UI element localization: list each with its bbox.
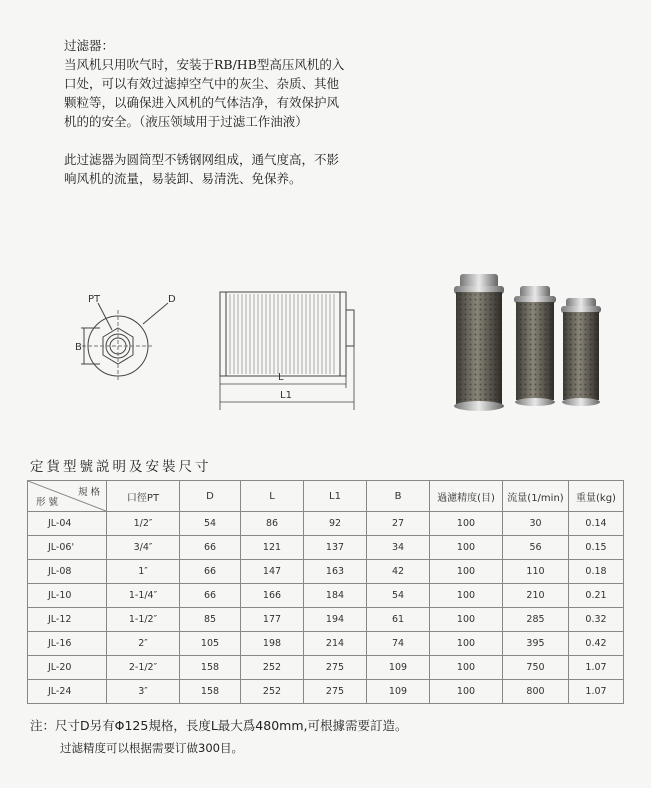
- table-cell: 0.15: [569, 536, 624, 560]
- header-cell: D: [180, 481, 241, 512]
- table-row: [28, 680, 624, 704]
- table-row: [28, 512, 624, 536]
- table-cell: 109: [367, 680, 430, 704]
- header-cell: B: [367, 481, 430, 512]
- table-row: [28, 584, 624, 608]
- model-cell: JL-08: [28, 560, 107, 584]
- table-cell: 54: [367, 584, 430, 608]
- table-cell: 184: [304, 584, 367, 608]
- table-cell: 100: [430, 512, 503, 536]
- table-cell: 3/4″: [107, 536, 180, 560]
- table-row: [28, 536, 624, 560]
- intro-line: 口处，可以有效过滤掉空气中的灰尘、杂质、其他: [64, 76, 340, 91]
- table-cell: 1.07: [569, 680, 624, 704]
- table-cell: 100: [430, 560, 503, 584]
- table-cell: 100: [430, 656, 503, 680]
- table-header-row: [28, 481, 624, 512]
- table-cell: 395: [503, 632, 569, 656]
- table-cell: 121: [241, 536, 304, 560]
- corner-bottom-label: 形 號: [36, 497, 59, 508]
- table-cell: 92: [304, 512, 367, 536]
- intro-line: 机的的安全。（液压领域用于过滤工作油液）: [64, 114, 308, 129]
- corner-top-label: 規 格: [77, 487, 100, 498]
- table-cell: 252: [241, 680, 304, 704]
- table-cell: 110: [503, 560, 569, 584]
- table-cell: 166: [241, 584, 304, 608]
- table-cell: 0.14: [569, 512, 624, 536]
- label-d: D: [168, 294, 176, 305]
- table-cell: 85: [180, 608, 241, 632]
- table-cell: 147: [241, 560, 304, 584]
- model-cell: JL-24: [28, 680, 107, 704]
- table-cell: 66: [180, 536, 241, 560]
- table-row: [28, 608, 624, 632]
- table-cell: 74: [367, 632, 430, 656]
- table-cell: 137: [304, 536, 367, 560]
- table-cell: 214: [304, 632, 367, 656]
- table-cell: 285: [503, 608, 569, 632]
- table-cell: 2-1/2″: [107, 656, 180, 680]
- table-cell: 42: [367, 560, 430, 584]
- table-cell: 1/2″: [107, 512, 180, 536]
- table-cell: 0.32: [569, 608, 624, 632]
- table-cell: 66: [180, 584, 241, 608]
- header-cell: 流量(1/min): [503, 481, 569, 512]
- table-cell: 66: [180, 560, 241, 584]
- table-cell: 56: [503, 536, 569, 560]
- table-cell: 105: [180, 632, 241, 656]
- filter-large: [454, 274, 504, 411]
- intro-title: 过滤器：: [64, 38, 115, 53]
- header-cell: L: [241, 481, 304, 512]
- spec-table: [27, 480, 624, 704]
- table-cell: 2″: [107, 632, 180, 656]
- model-cell: JL-12: [28, 608, 107, 632]
- model-cell: JL-04: [28, 512, 107, 536]
- table-cell: 100: [430, 536, 503, 560]
- intro-line: 当风机只用吹气时，安装于RB/HB型高压风机的入: [64, 57, 345, 72]
- table-cell: 1-1/4″: [107, 584, 180, 608]
- table-cell: 163: [304, 560, 367, 584]
- table-cell: 1″: [107, 560, 180, 584]
- table-cell: 210: [503, 584, 569, 608]
- intro-line: 此过滤器为圆筒型不锈钢网组成，通气度高，不影: [64, 152, 340, 167]
- table-cell: 100: [430, 608, 503, 632]
- table-cell: 1-1/2″: [107, 608, 180, 632]
- label-l1: L1: [280, 390, 292, 401]
- table-cell: 750: [503, 656, 569, 680]
- label-b: B: [75, 342, 82, 353]
- table-cell: 0.42: [569, 632, 624, 656]
- table-cell: 30: [503, 512, 569, 536]
- header-cell: 過濾精度(目): [430, 481, 503, 512]
- table-cell: 0.18: [569, 560, 624, 584]
- corner-header: [28, 481, 107, 512]
- intro-text: [64, 36, 394, 188]
- table-row: [28, 656, 624, 680]
- technical-drawing: [70, 280, 370, 415]
- table-cell: 800: [503, 680, 569, 704]
- table-cell: 61: [367, 608, 430, 632]
- label-l: L: [278, 372, 284, 383]
- intro-line: 响风机的流量，易装卸、易清洗、免保养。: [64, 171, 302, 186]
- intro-line: 颗粒等，以确保进入风机的气体洁净，有效保护风: [64, 95, 340, 110]
- side-view-body: [220, 292, 346, 376]
- table-cell: 177: [241, 608, 304, 632]
- table-cell: 252: [241, 656, 304, 680]
- filter-medium: [514, 286, 556, 406]
- table-cell: 158: [180, 656, 241, 680]
- table-cell: 100: [430, 680, 503, 704]
- table-cell: 86: [241, 512, 304, 536]
- model-cell: JL-10: [28, 584, 107, 608]
- table-cell: 194: [304, 608, 367, 632]
- header-cell: 口徑PT: [107, 481, 180, 512]
- table-cell: 158: [180, 680, 241, 704]
- table-row: [28, 632, 624, 656]
- table-cell: 3″: [107, 680, 180, 704]
- header-cell: 重量(kg): [569, 481, 624, 512]
- table-cell: 100: [430, 632, 503, 656]
- model-cell: JL-16: [28, 632, 107, 656]
- note-size: 注：尺寸D另有Φ125規格，長度L最大爲480mm,可根據需要訂造。: [30, 718, 408, 733]
- filter-small: [561, 298, 601, 406]
- table-cell: 275: [304, 680, 367, 704]
- model-cell: JL-06': [28, 536, 107, 560]
- table-cell: 34: [367, 536, 430, 560]
- note-precision: 过滤精度可以根据需要订做300目。: [60, 741, 243, 755]
- table-cell: 275: [304, 656, 367, 680]
- table-cell: 198: [241, 632, 304, 656]
- model-cell: JL-20: [28, 656, 107, 680]
- table-cell: 54: [180, 512, 241, 536]
- table-cell: 1.07: [569, 656, 624, 680]
- table-row: [28, 560, 624, 584]
- product-photo: [448, 262, 618, 417]
- header-cell: L1: [304, 481, 367, 512]
- table-cell: 27: [367, 512, 430, 536]
- table-cell: 100: [430, 584, 503, 608]
- section-title: 定貨型號説明及安裝尺寸: [30, 459, 212, 475]
- table-cell: 109: [367, 656, 430, 680]
- label-pt: PT: [88, 294, 101, 305]
- table-cell: 0.21: [569, 584, 624, 608]
